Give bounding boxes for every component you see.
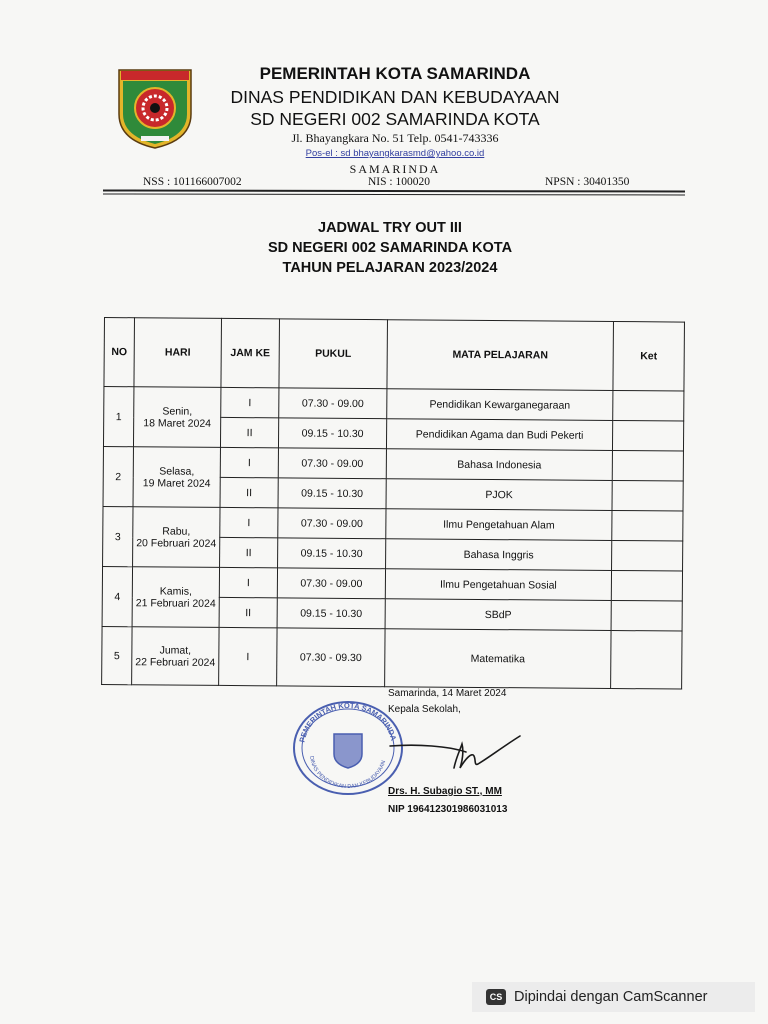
cell-jam-ke: I: [220, 447, 278, 477]
cell-jam-ke: I: [220, 507, 278, 537]
day-date: 19 Maret 2024: [142, 476, 211, 490]
cell-hari: [133, 507, 220, 568]
letterhead-divider-thick: [103, 189, 685, 192]
cell-no: 2: [103, 446, 133, 506]
schedule-table: [101, 317, 685, 690]
cell-pukul: 09.15 - 10.30: [278, 538, 386, 569]
stamp-text-bottom: DINAS PENDIDIKAN DAN KEBUDAYAAN: [308, 755, 388, 791]
header-jam-ke: JAM KE: [221, 318, 280, 387]
stamp-text-top: PEMERINTAH KOTA SAMARINDA: [297, 700, 399, 744]
cell-hari: [133, 387, 220, 448]
day-name: Rabu,: [162, 524, 191, 538]
schedule-academic-year: TAHUN PELAJARAN 2023/2024: [282, 260, 498, 276]
cell-jam-ke: I: [221, 387, 279, 417]
cell-ket: [611, 570, 682, 601]
cell-pukul: 07.30 - 09.30: [277, 628, 385, 687]
cell-ket: [612, 420, 683, 451]
day-date: 20 Februari 2024: [136, 536, 217, 550]
cell-ket: [611, 600, 682, 631]
nss-number: NSS : 101166007002: [143, 176, 242, 188]
cell-hari: [132, 567, 219, 628]
camscanner-watermark: [472, 982, 755, 1012]
cell-no: 5: [102, 626, 132, 684]
day-name: Senin,: [162, 404, 193, 418]
header-no: NO: [104, 318, 135, 387]
letterhead-city: SAMARINDA: [349, 162, 441, 176]
day-name: Selasa,: [159, 464, 195, 478]
signer-role: Kepala Sekolah,: [388, 704, 461, 715]
header-ket: Ket: [613, 322, 685, 392]
letterhead-email-link[interactable]: Pos-el : sd bhayangkarasmd@yahoo.co.id: [305, 148, 485, 159]
table-body: [102, 387, 684, 690]
signing-place-date: Samarinda, 14 Maret 2024: [388, 688, 507, 699]
day-date: 18 Maret 2024: [143, 416, 212, 430]
cell-ket: [612, 540, 683, 571]
cell-mata-pelajaran: Bahasa Inggris: [386, 539, 612, 571]
schedule-table-container: [101, 317, 684, 674]
cell-hari: [133, 447, 220, 508]
table-row: [102, 626, 682, 689]
cell-no: 3: [103, 506, 133, 566]
cell-ket: [613, 390, 684, 421]
signer-name: Drs. H. Subagio ST., MM: [388, 786, 502, 797]
schedule-school: SD NEGERI 002 SAMARINDA KOTA: [267, 240, 513, 256]
schedule-title: JADWAL TRY OUT III: [318, 220, 462, 236]
cell-ket: [612, 450, 683, 481]
cell-jam-ke: I: [219, 567, 277, 597]
header-pukul: PUKUL: [279, 319, 388, 389]
cell-jam-ke: I: [219, 627, 277, 685]
cell-mata-pelajaran: Pendidikan Agama dan Budi Pekerti: [386, 419, 612, 451]
npsn-number: NPSN : 30401350: [545, 176, 630, 188]
day-date: 21 Februari 2024: [135, 596, 216, 610]
header-mata-pelajaran: MATA PELAJARAN: [387, 320, 614, 391]
cell-pukul: 07.30 - 09.00: [278, 448, 386, 479]
cell-no: 4: [102, 566, 132, 626]
cell-jam-ke: II: [220, 417, 278, 447]
table-row: [103, 446, 683, 481]
cell-pukul: 07.30 - 09.00: [279, 388, 387, 419]
day-name: Kamis,: [159, 584, 192, 598]
letterhead-divider-thin: [103, 193, 685, 195]
letterhead-department: DINAS PENDIDIKAN DAN KEBUDAYAAN: [230, 87, 560, 107]
camscanner-logo-icon: CS: [486, 989, 506, 1005]
day-date: 22 Februari 2024: [135, 655, 216, 669]
letterhead-school: SD NEGERI 002 SAMARINDA KOTA: [250, 109, 540, 129]
cell-mata-pelajaran: Ilmu Pengetahuan Sosial: [385, 569, 611, 601]
header-hari: HARI: [134, 318, 222, 388]
day-name: Jumat,: [159, 643, 192, 657]
cell-pukul: 09.15 - 10.30: [278, 478, 386, 509]
letterhead-address: Jl. Bhayangkara No. 51 Telp. 0541-743336: [291, 131, 499, 145]
cell-jam-ke: II: [220, 477, 278, 507]
handwritten-signature-icon: [388, 728, 523, 778]
cell-pukul: 07.30 - 09.00: [278, 508, 386, 539]
cell-mata-pelajaran: Ilmu Pengetahuan Alam: [386, 509, 612, 541]
cell-mata-pelajaran: SBdP: [385, 599, 611, 631]
cell-mata-pelajaran: Bahasa Indonesia: [386, 449, 612, 481]
cell-mata-pelajaran: Pendidikan Kewarganegaraan: [387, 389, 613, 421]
cell-mata-pelajaran: Matematika: [385, 629, 611, 689]
cell-no: 1: [103, 387, 133, 447]
nis-number: NIS : 100020: [368, 176, 430, 188]
cell-mata-pelajaran: PJOK: [386, 479, 612, 511]
table-header-row: [104, 318, 685, 392]
cell-ket: [612, 480, 683, 511]
table-row: [103, 506, 683, 541]
cell-pukul: 07.30 - 09.00: [277, 568, 385, 599]
cell-ket: [612, 510, 683, 541]
samarinda-city-emblem-icon: [113, 64, 197, 150]
table-row: [102, 566, 682, 601]
letterhead-government: PEMERINTAH KOTA SAMARINDA: [259, 64, 531, 83]
signer-nip: NIP 196412301986031013: [388, 804, 508, 815]
cell-pukul: 09.15 - 10.30: [278, 418, 386, 449]
cell-ket: [611, 630, 682, 689]
cell-jam-ke: II: [220, 537, 278, 567]
table-row: [104, 387, 684, 422]
cell-jam-ke: II: [219, 597, 277, 627]
cell-hari: [132, 627, 219, 686]
cell-pukul: 09.15 - 10.30: [277, 598, 385, 629]
camscanner-label: Dipindai dengan CamScanner: [514, 989, 708, 1005]
